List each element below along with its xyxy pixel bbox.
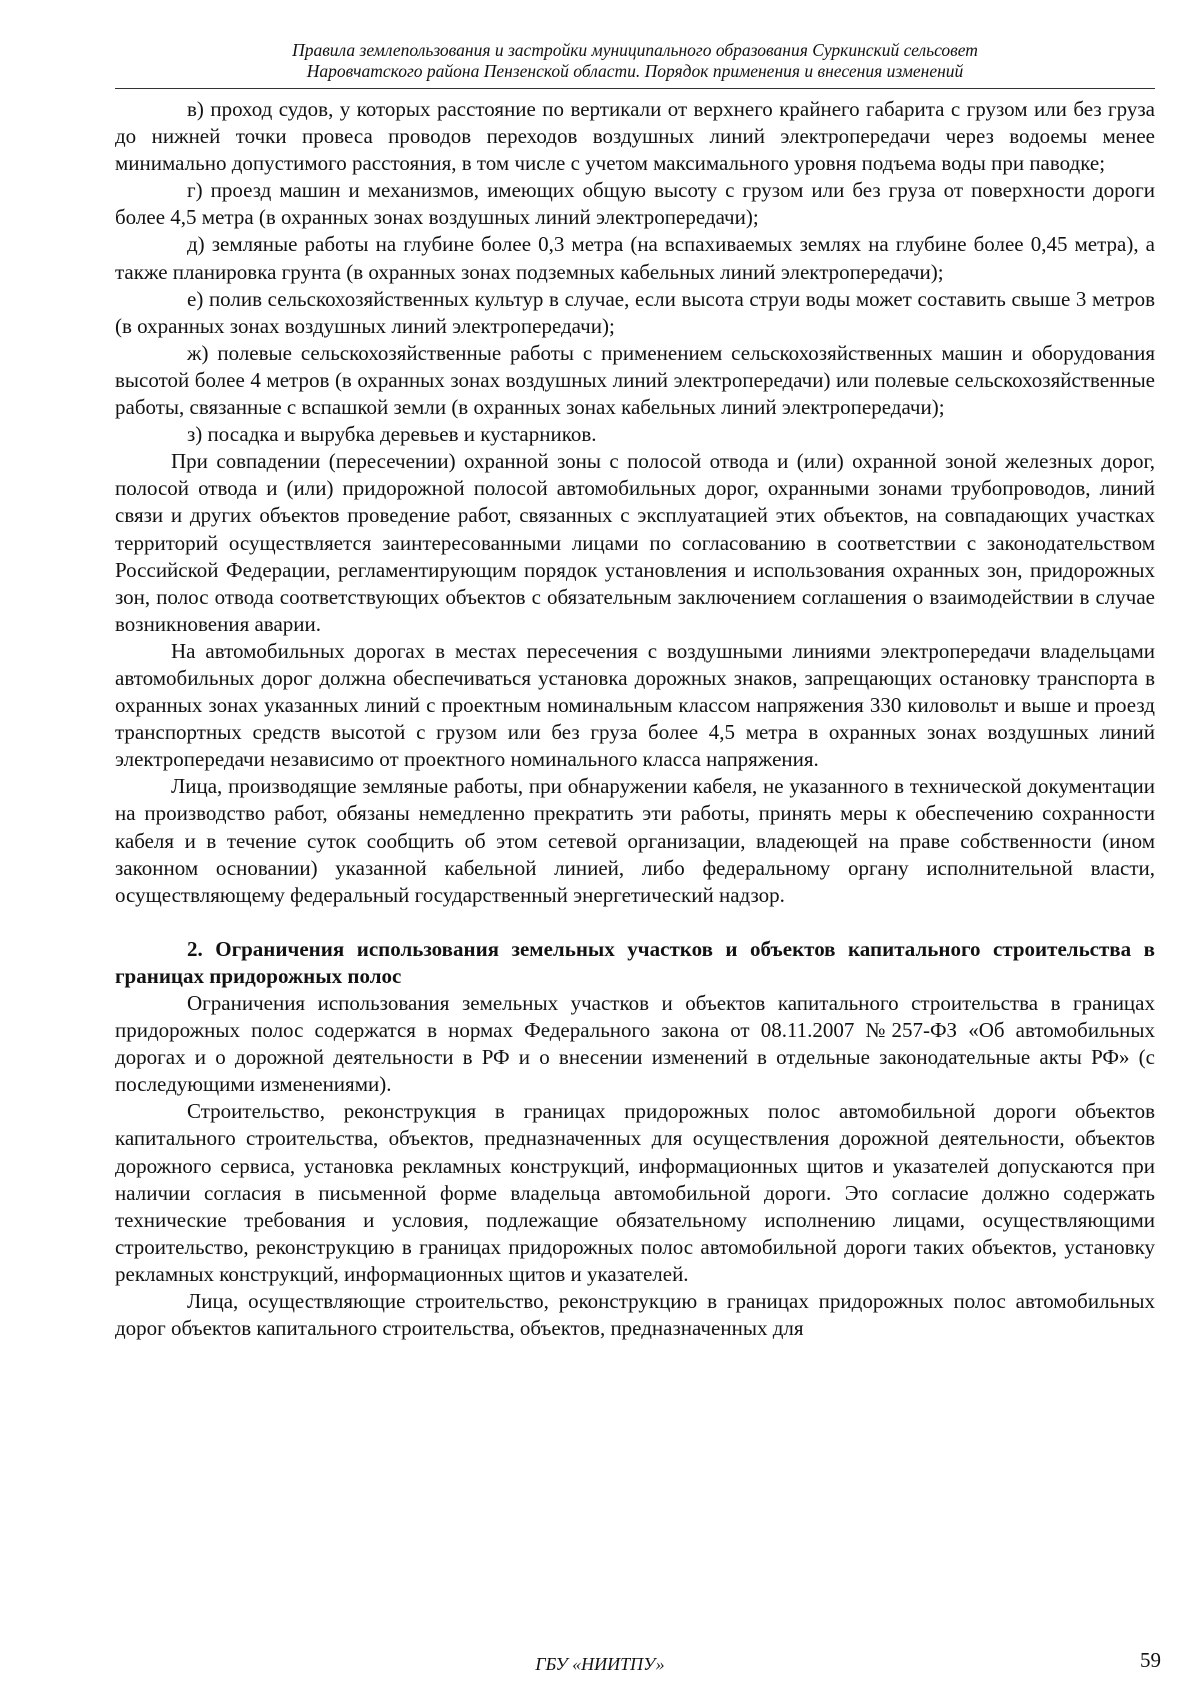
header-divider (115, 88, 1155, 89)
list-item-z: з) посадка и вырубка деревьев и кустарников. (187, 422, 597, 447)
paragraph-zone-overlap: При совпадении (пересечении) охранной зоны с полосой отвода и (или) охранной зоной железных дорог, полосой отвода и (или) придорожной полосой автомобильных дорог, охранными зонами трубопроводов, линий связи и других объектов проведение работ, связанных с эксплуатацией этих объектов, на совпадающих участках территорий осуществляется заинтересованными лицами по согласованию в соответствии с законодательством Российской Федерации, регламентирующим порядок установления и использования охранных зон, придорожных зон, полос отвода соответствующих объектов с обязательным заключением соглашения о взаимодействии в случае возникновения аварии. (115, 449, 1155, 636)
section-2-paragraph-1: Ограничения использования земельных участков и объектов капитального строительства в границах придорожных полос содержатся в нормах Федерального закона от 08.11.2007 №257-ФЗ «Об автомобильных дорогах и о дорожной деятельности в РФ и о внесении изменений в отдельные законодательные акты РФ» (с последующими изменениями). (115, 991, 1155, 1097)
section-2-heading: 2. Ограничения использования земельных участков и объектов капитального строительства в границах придорожных полос (115, 936, 1155, 988)
section-2-paragraph-2: Строительство, реконструкция в границах придорожных полос автомобильной дороги объектов капитального строительства, объектов, предназначенных для осуществления дорожной деятельности, объектов дорожного сервиса, установка рекламных конструкций, информационных щитов и указателей допускаются при наличии согласия в письменной форме владельца автомобильной дороги. Это согласие должно содержать технические требования и условия, подлежащие обязательному исполнению лицами, осуществляющими строительство, реконструкцию в границах придорожных полос автомобильной дороги таких объектов, установку рекламных конструкций, информационных щитов и указателей. (115, 1099, 1155, 1286)
section-2-paragraph-3: Лица, осуществляющие строительство, реконструкцию в границах придорожных полос автомобильных дорог объектов капитального строительства, объектов, предназначенных для (115, 1289, 1155, 1341)
footer-org: ГБУ «НИИТПУ» (535, 1654, 665, 1674)
list-item-zh: ж) полевые сельскохозяйственные работы с применением сельскохозяйственных машин и оборудования высотой более 4 метров (в охранных зонах воздушных линий электропередачи) или полевые сельскохозяйственные работы, связанные с вспашкой земли (в охранных зонах кабельных линий электропередачи); (115, 340, 1155, 420)
document-body (115, 96, 1155, 1342)
paragraph-road-signs: На автомобильных дорогах в местах пересечения с воздушными линиями электропередачи владельцами автомобильных дорог должна обеспечиваться установка дорожных знаков, запрещающих остановку транспорта в охранных зонах указанных линий с проектным номинальным классом напряжения 330 киловольт и выше и проезд транспортных средств высотой с грузом или без груза более 4,5 метра в охранных зонах воздушных линий электропередачи независимо от проектного номинального класса напряжения. (115, 638, 1155, 772)
header-line-2: Наровчатского района Пензенской области. Порядок применения и внесения изменений (306, 61, 964, 81)
list-item-d: д) земляные работы на глубине более 0,3 метра (на вспахиваемых землях на глубине более 0,45 метра), а также планировка грунта (в охранных зонах подземных кабельных линий электропередачи); (115, 232, 1155, 284)
list-item-g: г) проезд машин и механизмов, имеющих общую высоту с грузом или без груза от поверхности дороги более 4,5 метра (в охранных зонах воздушных линий электропередачи); (115, 178, 1155, 230)
list-item-e: е) полив сельскохозяйственных культур в случае, если высота струи воды может составить свыше 3 метров (в охранных зонах воздушных линий электропередачи); (115, 286, 1155, 338)
list-item-v: в) проход судов, у которых расстояние по вертикали от верхнего крайнего габарита с грузом или без груза до нижней точки провеса проводов переходов воздушных линий электропередачи через водоемы менее минимально допустимого расстояния, в том числе с учетом максимального уровня подъема воды при паводке; (115, 97, 1155, 176)
paragraph-cable-discovery: Лица, производящие земляные работы, при обнаружении кабеля, не указанного в технической документации на производство работ, обязаны немедленно прекратить эти работы, принять меры к обеспечению сохранности кабеля и в течение суток сообщить об этом сетевой организации, владеющей на праве собственности (ином законном основании) указанной кабельной линией, либо федеральному органу исполнительной власти, осуществляющему федеральный государственный энергетический надзор. (115, 774, 1155, 907)
header-line-1: Правила землепользования и застройки муниципального образования Суркинский сельсовет (292, 40, 978, 60)
page-number: 59 (1140, 1648, 1161, 1672)
running-header (115, 40, 1155, 82)
